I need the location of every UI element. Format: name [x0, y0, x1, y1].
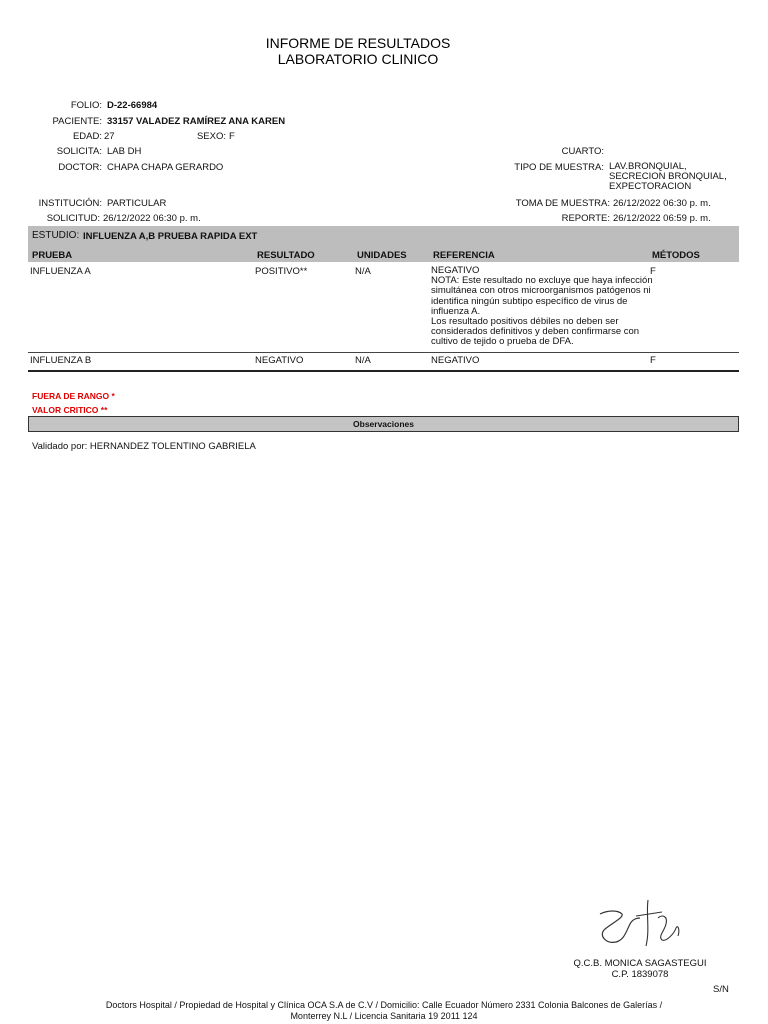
- row-metodo: F: [650, 266, 656, 277]
- solicita-value: LAB DH: [107, 146, 142, 157]
- legend-fuera-rango: FUERA DE RANGO *: [32, 391, 115, 401]
- toma-muestra-label: TOMA DE MUESTRA:: [515, 198, 610, 209]
- footer-line-1: Doctors Hospital / Propiedad de Hospital y Clínica OCA S.A de C.V / Domicilio: Calle Ecuador Número 2331 Colonia Balcones de Galerías /: [105, 1000, 663, 1010]
- solicita-label: SOLICITA:: [56, 146, 102, 157]
- paciente-value: 33157 VALADEZ RAMÍREZ ANA KAREN: [107, 116, 286, 127]
- institucion-label: INSTITUCIÓN:: [38, 198, 102, 209]
- signer-cp: C.P. 1839078: [611, 969, 669, 980]
- study-name: INFLUENZA A,B PRUEBA RAPIDA EXT: [83, 231, 258, 242]
- toma-muestra-value: 26/12/2022 06:30 p. m.: [613, 198, 711, 209]
- table-bottom-rule: [28, 370, 739, 372]
- signature-image: [596, 896, 688, 954]
- reporte-label: REPORTE:: [561, 213, 610, 224]
- row-prueba: INFLUENZA A: [30, 266, 91, 277]
- report-title: INFORME DE RESULTADOS: [265, 35, 451, 51]
- row-unidades: N/A: [355, 355, 371, 366]
- doctor-label: DOCTOR:: [58, 162, 102, 173]
- edad-label: EDAD:: [72, 131, 102, 142]
- footer-line-2: Monterrey N.L / Licencia Sanitaria 19 2011 124: [290, 1011, 478, 1021]
- doctor-value: CHAPA CHAPA GERARDO: [107, 162, 224, 173]
- observaciones-header: Observaciones: [28, 416, 739, 432]
- row-referencia: NEGATIVO: [431, 355, 480, 366]
- sexo-label: SEXO:: [196, 131, 226, 142]
- solicitud-value: 26/12/2022 06:30 p. m.: [103, 213, 201, 224]
- report-subtitle: LABORATORIO CLINICO: [277, 51, 439, 67]
- col-header-unidades: UNIDADES: [357, 250, 407, 261]
- institucion-value: PARTICULAR: [107, 198, 167, 209]
- sexo-value: F: [229, 131, 235, 142]
- tipo-muestra-label: TIPO DE MUESTRA:: [514, 162, 604, 173]
- study-label: ESTUDIO:: [32, 230, 80, 241]
- reporte-value: 26/12/2022 06:59 p. m.: [613, 213, 711, 224]
- signer-name: Q.C.B. MONICA SAGASTEGUI: [573, 958, 707, 969]
- paciente-label: PACIENTE:: [52, 116, 102, 127]
- col-header-resultado: RESULTADO: [257, 250, 315, 261]
- legend-valor-critico: VALOR CRITICO **: [32, 405, 108, 415]
- row-referencia: NEGATIVO NOTA: Este resultado no excluye que haya infección simultánea con otros microorganismos patógenos ni identifica ningún subtipo específico de virus de influenza A. Los resultado positivos débiles no deben ser considerados definitivos y deben confirmarse con cultivo de tejido o prueba de DFA.: [431, 265, 653, 348]
- folio-value: D-22-66984: [107, 100, 158, 111]
- row-resultado: POSITIVO**: [255, 266, 308, 277]
- tipo-muestra-value: LAV.BRONQUIAL, SECRECION BRONQUIAL, EXPECTORACION: [609, 161, 727, 193]
- col-header-referencia: REFERENCIA: [433, 250, 495, 261]
- row-metodo: F: [650, 355, 656, 366]
- solicitud-label: SOLICITUD:: [46, 213, 100, 224]
- cuarto-label: CUARTO:: [561, 146, 604, 157]
- col-header-prueba: PRUEBA: [32, 250, 73, 261]
- row-divider: [28, 352, 739, 353]
- edad-value: 27: [104, 131, 115, 142]
- row-unidades: N/A: [355, 266, 371, 277]
- page-marker: S/N: [713, 984, 729, 995]
- folio-label: FOLIO:: [70, 100, 102, 111]
- col-header-metodos: MÉTODOS: [652, 250, 700, 261]
- row-prueba: INFLUENZA B: [30, 355, 92, 366]
- validated-by: Validado por: HERNANDEZ TOLENTINO GABRIELA: [32, 441, 256, 452]
- row-resultado: NEGATIVO: [255, 355, 304, 366]
